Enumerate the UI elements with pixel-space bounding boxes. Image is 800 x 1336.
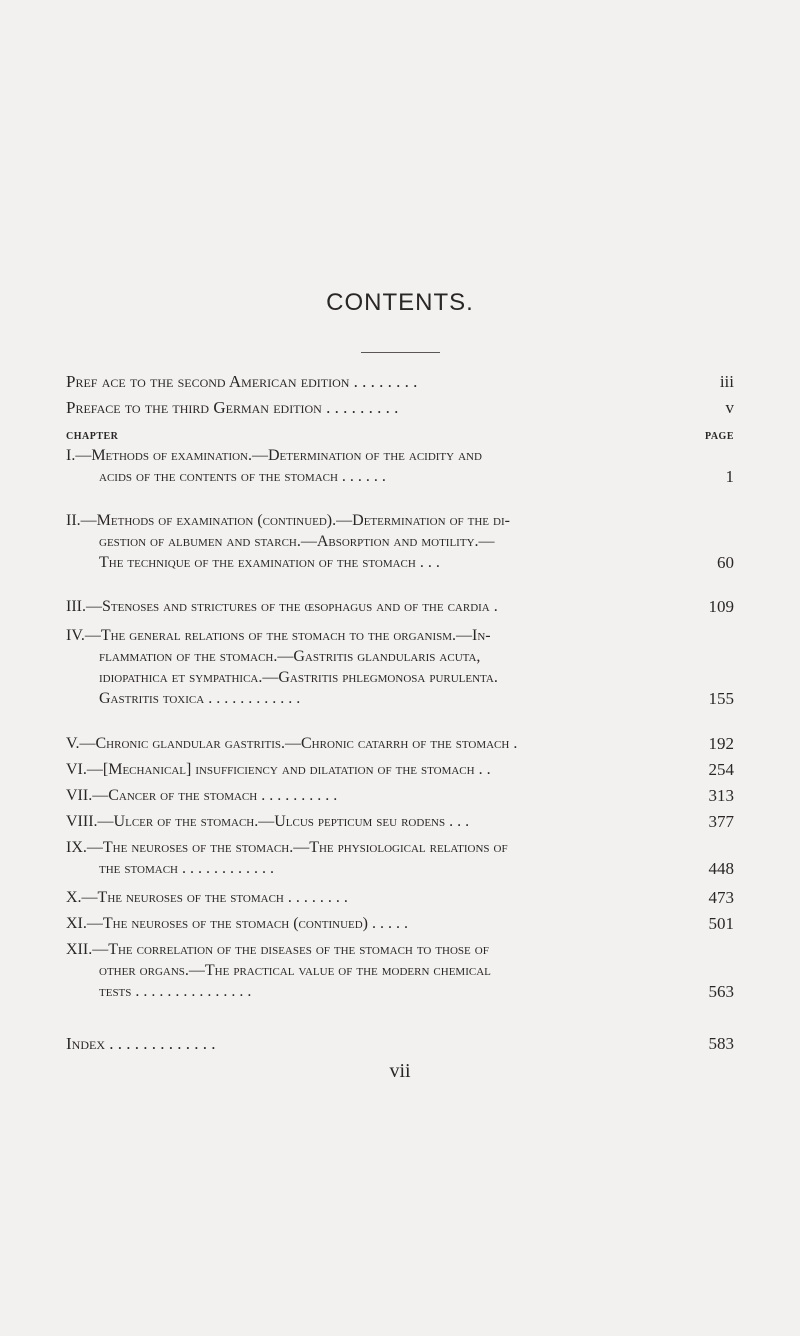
chapter-page: 60 — [717, 553, 734, 572]
entry-title: Preface to the third German edition — [66, 398, 322, 417]
chapter-page: 155 — [708, 689, 734, 708]
index-page: 583 — [708, 1034, 734, 1053]
chapter-page: 109 — [708, 597, 734, 616]
index-dots: . . . . . . . . . . . . . — [109, 1034, 216, 1053]
entry-title: Pref ace to the second American edition — [66, 372, 350, 391]
chapter-page: 563 — [708, 982, 734, 1001]
chapter-line: idiopathica et sympathica.—Gastritis phlegmonosa purulenta. — [99, 669, 498, 686]
chapter-line: III.—Stenoses and strictures of the œsophagus and of the cardia . — [66, 598, 498, 615]
chapter-entry — [66, 510, 734, 573]
entry-page: iii — [719, 372, 734, 391]
entry-dots: . . . . . . . . — [353, 372, 418, 391]
chapter-line: tests . . . . . . . . . . . . . . . — [99, 983, 252, 1000]
chapter-page: 473 — [708, 888, 734, 907]
chapter-entry — [66, 811, 734, 832]
page-label: PAGE — [704, 431, 734, 442]
title-rule — [361, 352, 440, 353]
chapter-entry — [66, 759, 734, 780]
chapter-entry — [66, 625, 734, 709]
chapter-line: VI.—[Mechanical] insufficiency and dilatation of the stomach . . — [66, 761, 491, 778]
chapter-page: 501 — [708, 914, 734, 933]
chapter-entry — [66, 939, 734, 1002]
chapter-line: XII.—The correlation of the diseases of the stomach to those of — [66, 941, 489, 958]
chapter-line: acids of the contents of the stomach . . . . . . — [99, 468, 386, 485]
entry-dots: . . . . . . . . . — [326, 398, 399, 417]
chapter-label: CHAPTER — [66, 431, 119, 442]
chapter-page: 313 — [708, 786, 734, 805]
chapter-line: VII.—Cancer of the stomach . . . . . . . . . . — [66, 787, 338, 804]
page-number: vii — [389, 1060, 411, 1082]
chapter-line: gestion of albumen and starch.—Absorption and motility.— — [99, 533, 495, 550]
chapter-page: 192 — [708, 734, 734, 753]
chapter-entry — [66, 887, 734, 908]
chapter-line: other organs.—The practical value of the modern chemical — [99, 962, 491, 979]
chapter-page: 377 — [708, 812, 734, 831]
page-title: CONTENTS. — [326, 289, 474, 316]
chapter-page: 448 — [708, 859, 734, 878]
chapter-entry — [66, 445, 734, 487]
chapter-entry — [66, 785, 734, 806]
front-matter-entry — [66, 398, 734, 418]
chapter-line: flammation of the stomach.—Gastritis glandularis acuta, — [99, 648, 481, 665]
chapter-page: 1 — [725, 467, 734, 486]
chapter-line: XI.—The neuroses of the stomach (continued) . . . . . — [66, 915, 409, 932]
chapter-line: IX.—The neuroses of the stomach.—The physiological relations of — [66, 839, 508, 856]
chapter-entry — [66, 837, 734, 879]
chapter-entry — [66, 913, 734, 934]
front-matter-entry — [66, 372, 734, 392]
index-title: Index — [66, 1034, 105, 1053]
chapter-line: X.—The neuroses of the stomach . . . . . . . . — [66, 889, 348, 906]
chapter-entry — [66, 733, 734, 754]
chapter-page: 254 — [708, 760, 734, 779]
chapter-line: Gastritis toxica . . . . . . . . . . . . — [99, 690, 301, 707]
chapter-line: V.—Chronic glandular gastritis.—Chronic catarrh of the stomach . — [66, 735, 518, 752]
index-entry — [66, 1034, 734, 1054]
chapter-line: IV.—The general relations of the stomach to the organism.—In- — [66, 627, 491, 644]
chapter-line: II.—Methods of examination (continued).—Determination of the di- — [66, 512, 510, 529]
chapter-line: the stomach . . . . . . . . . . . . — [99, 860, 274, 877]
chapter-line: VIII.—Ulcer of the stomach.—Ulcus pepticum seu rodens . . . — [66, 813, 470, 830]
entry-page: v — [725, 398, 734, 417]
chapter-line: I.—Methods of examination.—Determination of the acidity and — [66, 447, 482, 464]
chapter-entry — [66, 596, 734, 617]
chapter-line: The technique of the examination of the stomach . . . — [99, 554, 440, 571]
